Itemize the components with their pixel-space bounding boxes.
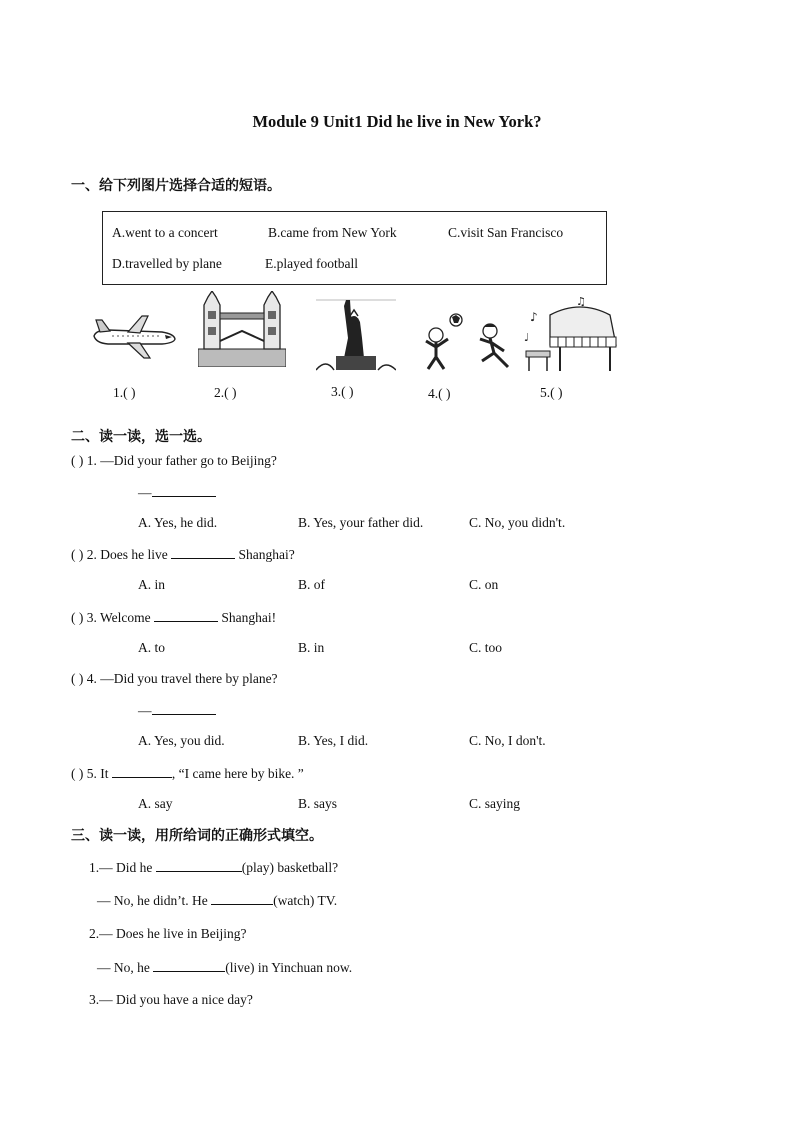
question-4-choice-c: C. No, I don't.: [469, 733, 546, 748]
question-5-choice-a: A. say: [138, 796, 173, 811]
question-3-stem: ( ) 3. Welcome Shanghai!: [71, 610, 277, 625]
airplane-icon: [90, 312, 178, 362]
statue-of-liberty-icon: [316, 298, 396, 372]
question-1-choice-c: C. No, you didn't.: [469, 515, 566, 530]
option-c: C.visit San Francisco: [448, 225, 564, 240]
question-2-choice-c: C. on: [469, 577, 499, 592]
football-players-icon: [420, 311, 520, 373]
picture-label-4: 4.( ): [428, 386, 451, 401]
svg-text:♪: ♪: [530, 310, 538, 324]
option-b: B.came from New York: [268, 225, 397, 240]
fill-line-4: — No, he (live) in Yinchuan now.: [97, 960, 353, 975]
options-box: [102, 211, 607, 285]
option-e: E.played football: [265, 256, 358, 271]
question-4-choice-b: B. Yes, I did.: [298, 733, 369, 748]
question-3-choice-a: A. to: [138, 640, 165, 655]
picture-label-5: 5.( ): [540, 385, 563, 400]
section2-heading: 二、读一读，选一选。: [71, 429, 211, 445]
question-1-answer-line: —: [138, 484, 216, 501]
fill-line-5: 3.— Did you have a nice day?: [89, 992, 253, 1007]
question-4-stem: ( ) 4. —Did you travel there by plane?: [71, 671, 278, 686]
question-3-choice-b: B. in: [298, 640, 325, 655]
picture-label-2: 2.( ): [214, 385, 237, 400]
question-1-choice-b: B. Yes, your father did.: [298, 515, 424, 530]
option-a: A.went to a concert: [112, 225, 218, 240]
picture-label-3: 3.( ): [331, 384, 354, 399]
fill-line-3: 2.— Does he live in Beijing?: [89, 926, 247, 941]
tower-bridge-icon: [198, 291, 286, 367]
question-4-answer-line: —: [138, 702, 216, 719]
picture-label-1: 1.( ): [113, 385, 136, 400]
question-5-stem: ( ) 5. It , “I came here by bike. ”: [71, 766, 304, 781]
section1-heading: 一、给下列图片选择合适的短语。: [71, 178, 281, 194]
section3-heading: 三、读一读，用所给词的正确形式填空。: [71, 828, 323, 844]
question-5-choice-c: C. saying: [469, 796, 521, 811]
question-2-stem: ( ) 2. Does he live Shanghai?: [71, 547, 295, 562]
question-3-choice-c: C. too: [469, 640, 503, 655]
svg-text:♩: ♩: [524, 331, 530, 344]
fill-line-1: 1.— Did he (play) basketball?: [89, 860, 339, 875]
question-1-choice-a: A. Yes, he did.: [138, 515, 218, 530]
question-2-choice-b: B. of: [298, 577, 325, 592]
piano-concert-icon: [520, 295, 620, 375]
question-5-choice-b: B. says: [298, 796, 338, 811]
question-4-choice-a: A. Yes, you did.: [138, 733, 225, 748]
svg-text:♫: ♫: [576, 295, 586, 308]
page-title: Module 9 Unit1 Did he live in New York?: [252, 112, 542, 131]
question-2-choice-a: A. in: [138, 577, 165, 592]
fill-line-2: — No, he didn’t. He (watch) TV.: [97, 893, 338, 908]
option-d: D.travelled by plane: [112, 256, 222, 271]
question-1-stem: ( ) 1. —Did your father go to Beijing?: [71, 453, 277, 468]
